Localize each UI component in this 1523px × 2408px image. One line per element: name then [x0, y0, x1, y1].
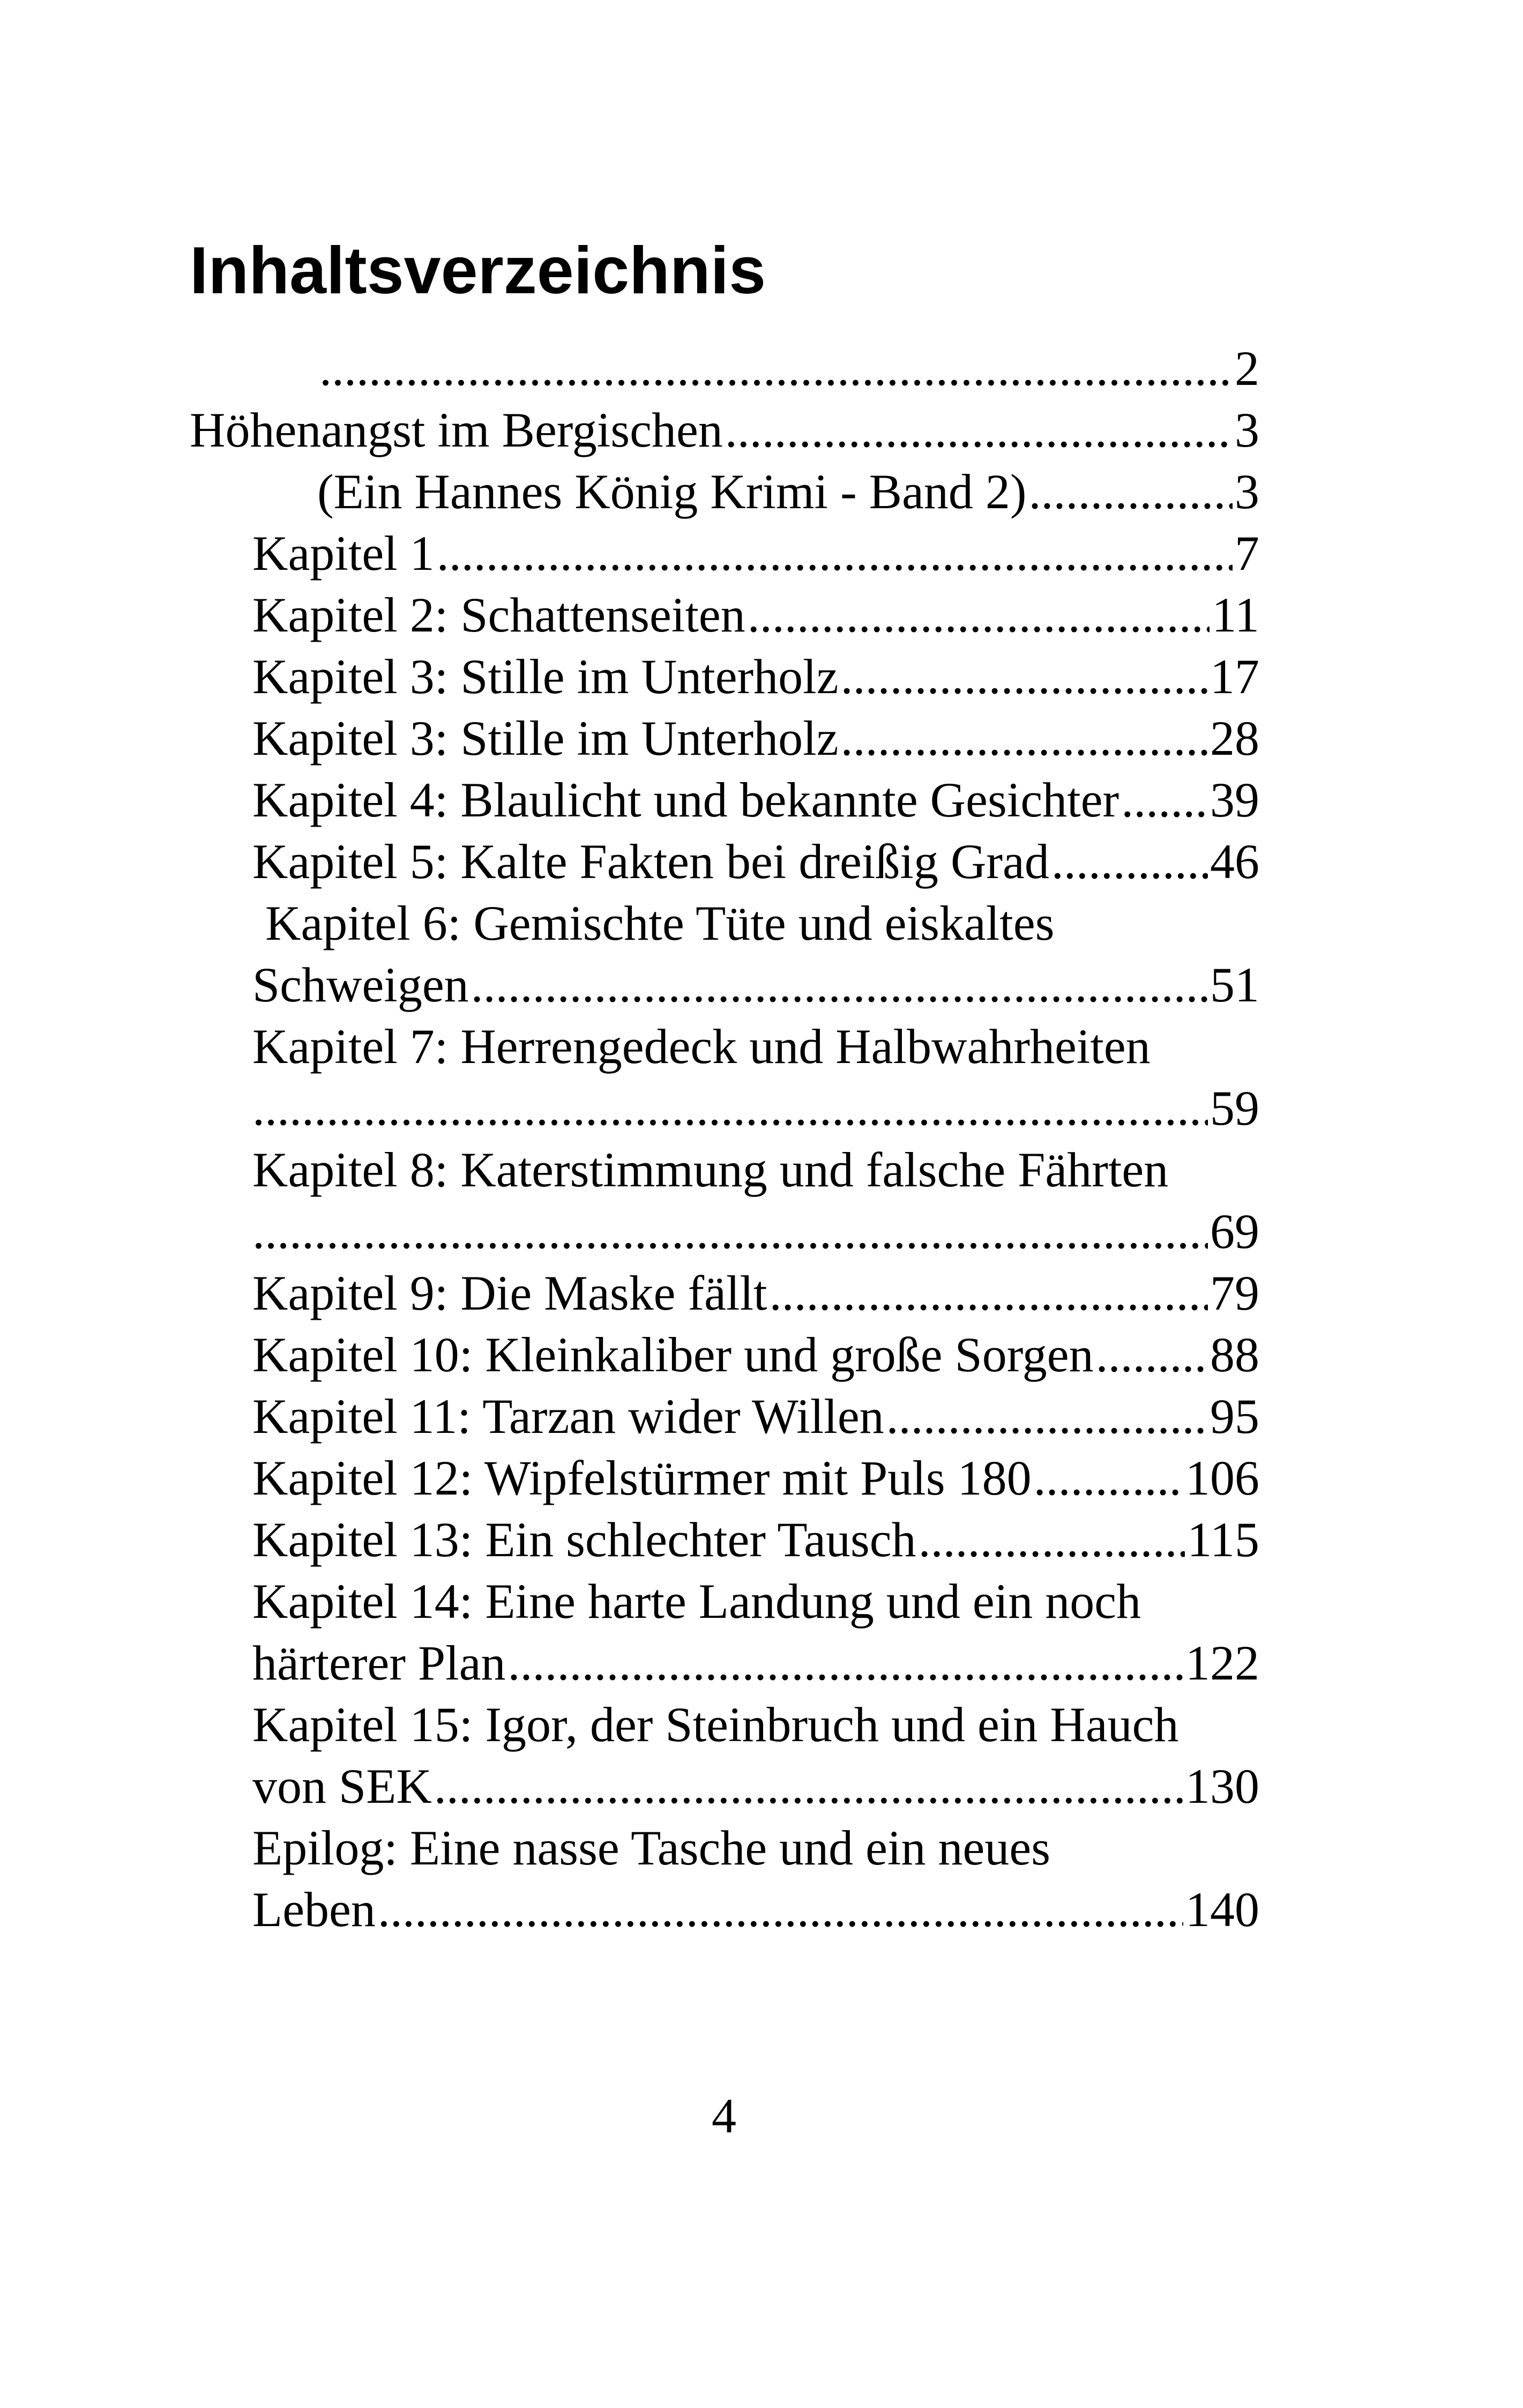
toc-entry-page: 95 — [1210, 1389, 1259, 1444]
toc-entry-title: Kapitel 13: Ein schlechter Tausch — [252, 1512, 916, 1567]
toc-entry-title-cont: Schweigen — [252, 957, 469, 1012]
toc-entry-line1 — [252, 1571, 1259, 1632]
toc-entry-title: Kapitel 4: Blaulicht und bekannte Gesichter — [252, 772, 1119, 827]
dot-leader — [841, 708, 1208, 769]
toc-entry — [252, 1077, 1259, 1139]
toc-entry-title: (Ein Hannes König Krimi - Band 2) — [317, 464, 1027, 519]
toc-entry — [252, 1632, 1259, 1694]
dot-leader — [252, 1077, 1208, 1139]
toc-entry — [252, 1324, 1259, 1386]
page-number: 4 — [712, 2089, 736, 2143]
toc-entry-title: Kapitel 2: Schattenseiten — [252, 588, 745, 642]
toc-entry-page: 39 — [1210, 772, 1259, 827]
toc-entry-title-cont: härterer Plan — [252, 1636, 506, 1690]
toc-entry-page: 3 — [1235, 464, 1259, 519]
dot-leader — [434, 1756, 1183, 1817]
toc-entry-title: Kapitel 5: Kalte Fakten bei dreißig Grad — [252, 834, 1049, 889]
toc-entry — [252, 708, 1259, 769]
toc-entry-title: Kapitel 15: Igor, der Steinbruch und ein Hauch — [252, 1697, 1179, 1752]
toc-entry — [252, 523, 1259, 584]
toc-entry — [252, 1879, 1259, 1941]
toc-entry-title: Kapitel 7: Herrengedeck und Halbwahrheiten — [252, 1019, 1151, 1074]
dot-leader — [770, 1262, 1208, 1324]
toc-entry-line1 — [252, 1817, 1259, 1879]
toc-entry-title: Kapitel 9: Die Maske fällt — [252, 1266, 767, 1320]
toc-entry-title: Kapitel 3: Stille im Unterholz — [252, 649, 839, 704]
toc-entry-page: 51 — [1210, 957, 1259, 1012]
toc-entry-title: Kapitel 14: Eine harte Landung und ein noch — [252, 1574, 1141, 1629]
toc-entry-title: Kapitel 10: Kleinkaliber und große Sorgen — [252, 1327, 1094, 1382]
toc-entry-page: 122 — [1185, 1636, 1259, 1690]
toc-entry-page: 46 — [1210, 834, 1259, 889]
toc-entry — [252, 1756, 1259, 1817]
toc-entry-title: Kapitel 12: Wipfelstürmer mit Puls 180 — [252, 1451, 1032, 1505]
toc-entry — [252, 1447, 1259, 1509]
toc-entry — [252, 954, 1259, 1016]
toc-entry-title: Kapitel 8: Katerstimmung und falsche Fährten — [252, 1142, 1169, 1197]
toc-entry — [252, 584, 1259, 646]
toc-entry-page: 130 — [1185, 1759, 1259, 1814]
dot-leader — [1096, 1324, 1208, 1386]
toc-entry-page: 106 — [1185, 1451, 1259, 1505]
dot-leader — [1051, 831, 1208, 893]
dot-leader — [471, 954, 1208, 1016]
dot-leader — [1034, 1447, 1183, 1509]
toc-entry-page: 11 — [1212, 588, 1259, 642]
toc-entry — [317, 338, 1259, 399]
toc-entry-page: 2 — [1235, 341, 1259, 396]
dot-leader — [725, 399, 1233, 461]
toc-entry — [252, 1386, 1259, 1447]
toc-entry-title: Kapitel 3: Stille im Unterholz — [252, 711, 839, 765]
toc-entry-title: Epilog: Eine nasse Tasche und ein neues — [252, 1820, 1051, 1875]
dot-leader — [508, 1632, 1183, 1694]
dot-leader — [841, 646, 1208, 708]
toc-entry — [190, 399, 1259, 461]
dot-leader — [919, 1509, 1185, 1571]
dot-leader — [319, 338, 1233, 399]
toc-entry-line1 — [252, 1016, 1259, 1077]
toc-entry-line1 — [265, 893, 1259, 954]
toc-entry-line1 — [252, 1694, 1259, 1756]
toc-entry-page: 88 — [1210, 1327, 1259, 1382]
dot-leader — [1121, 769, 1208, 831]
toc-entry-page: 28 — [1210, 711, 1259, 765]
toc-entry-line1 — [252, 1139, 1259, 1201]
toc-entry-page: 79 — [1210, 1266, 1259, 1320]
dot-leader — [437, 523, 1233, 584]
toc-entry-title: Kapitel 1 — [252, 526, 435, 581]
toc-entry-page: 7 — [1235, 526, 1259, 581]
toc-entry-page: 59 — [1210, 1081, 1259, 1135]
toc-entry — [252, 646, 1259, 708]
toc-entry-page: 3 — [1235, 403, 1259, 457]
toc-entry — [252, 1262, 1259, 1324]
dot-leader — [1029, 461, 1233, 523]
toc-entry-page: 115 — [1187, 1512, 1259, 1567]
toc-entry — [252, 769, 1259, 831]
toc-entry-title: Kapitel 11: Tarzan wider Willen — [252, 1389, 884, 1444]
dot-leader — [748, 584, 1210, 646]
toc-entry-page: 17 — [1210, 649, 1259, 704]
toc-heading: Inhaltsverzeichnis — [190, 234, 766, 308]
toc-entry-page: 69 — [1210, 1204, 1259, 1259]
toc-entry — [252, 831, 1259, 893]
toc-entry-title-cont: von SEK — [252, 1759, 432, 1814]
toc-entry-title: Höhenangst im Bergischen — [190, 403, 723, 457]
toc-entry-title: Kapitel 6: Gemischte Tüte und eiskaltes — [265, 896, 1055, 950]
toc-entry-page: 140 — [1185, 1882, 1259, 1937]
toc-entry — [252, 1509, 1259, 1571]
toc-entry — [252, 1201, 1259, 1262]
dot-leader — [886, 1386, 1208, 1447]
dot-leader — [378, 1879, 1183, 1941]
dot-leader — [252, 1201, 1208, 1262]
toc-entry-title-cont: Leben — [252, 1882, 376, 1937]
toc-entry — [317, 461, 1259, 523]
